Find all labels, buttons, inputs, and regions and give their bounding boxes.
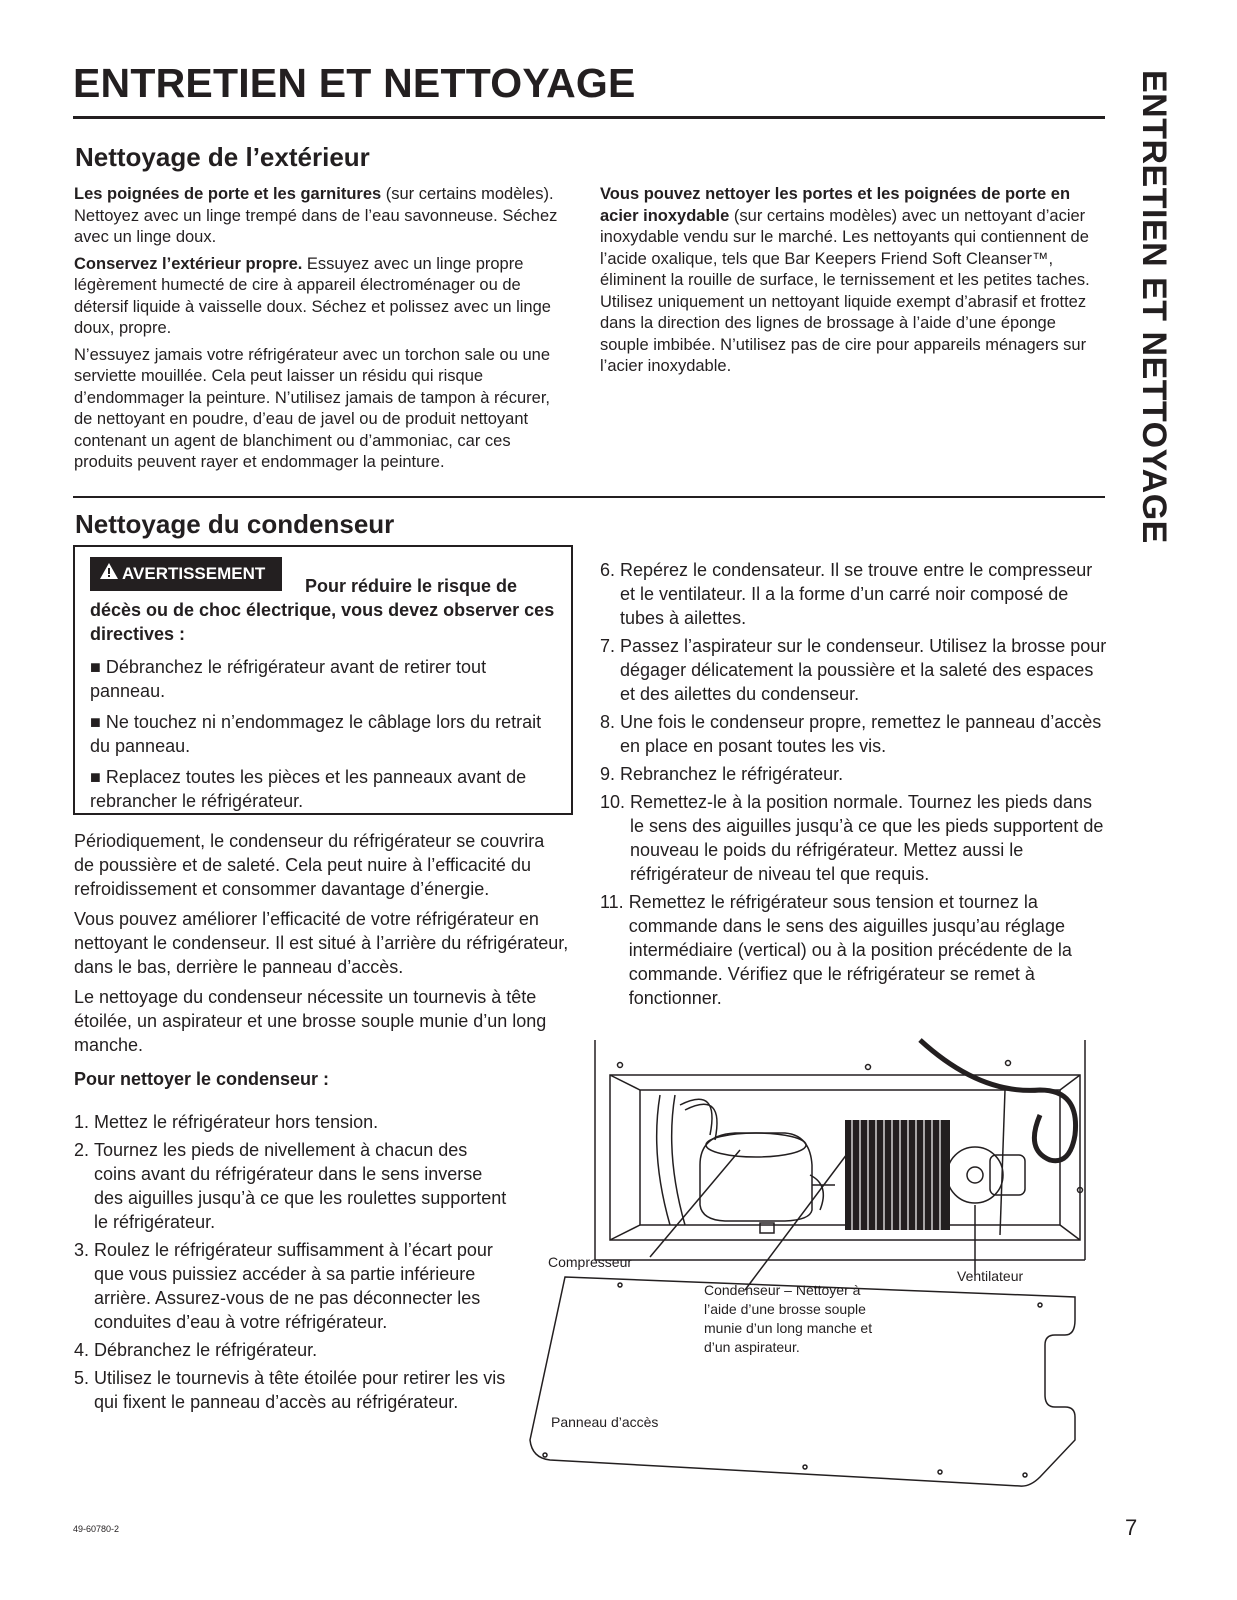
label-fan: Ventilateur <box>957 1268 1024 1284</box>
intro-paragraph: Périodiquement, le condenseur du réfrigérateur se couvrira de poussière et de saleté. Cela peut nuire à l’efficacité du refroidissement et consommer davantage d’énergie. <box>74 831 545 899</box>
steps-heading: Pour nettoyer le condenseur : <box>74 1069 330 1089</box>
warning-label: AVERTISSEMENT <box>90 557 282 591</box>
warning-heading: Pour réduire le risque de décès ou de choc électrique, vous devez observer ces directives : <box>90 576 555 644</box>
condenser-coil-icon <box>845 1120 950 1230</box>
warning-box <box>73 545 573 815</box>
paragraph-never-wipe: N’essuyez jamais votre réfrigérateur avec un torchon sale ou une serviette mouillée. Cela peut laisser un résidu qui risque d’endommager la peinture. N’utilisez jamais de tampon à récurer, de nettoyant en poudre, d’eau de javel ou de produit nettoyant contenant un agent de blanchiment ou d’ammoniac, car ces produits peuvent rayer et endommager la peinture. <box>74 345 550 471</box>
warning-item: ■ Replacez toutes les pièces et les panneaux avant de rebrancher le réfrigérateur. <box>90 767 527 811</box>
step-item: 9. Rebranchez le réfrigérateur. <box>600 764 844 784</box>
step-item: 6. Repérez le condensateur. Il se trouve entre le compresseur et le ventilateur. Il a la forme d’un carré noir composé de tubes à ailettes. <box>600 560 1093 628</box>
steps-list-right <box>600 558 1110 1014</box>
page-title: ENTRETIEN ET NETTOYAGE <box>73 60 636 106</box>
exterior-column-right <box>600 184 1100 383</box>
paragraph-keep-clean: Conservez l’extérieur propre. Essuyez avec un linge propre légèrement humecté de cire à appareil électroménager ou de détersif liquide à vaisselle doux. Séchez et polissez avec un linge doux, propre. <box>74 254 551 337</box>
step-item: 3. Roulez le réfrigérateur suffisamment à l’écart pour que vous puissiez accéder à sa partie inférieure arrière. Assurez-vous de ne pas déconnecter les conduites d’eau à votre réfrigérateur. <box>74 1240 493 1332</box>
step-item: 4. Débranchez le réfrigérateur. <box>74 1340 318 1360</box>
label-compressor: Compresseur <box>548 1254 633 1270</box>
step-item: 1. Mettez le réfrigérateur hors tension. <box>74 1112 379 1132</box>
paragraph-stainless: Vous pouvez nettoyer les portes et les poignées de porte en acier inoxydable (sur certains modèles) avec un nettoyant d’acier inoxydable vendu sur le marché. Les nettoyants qui contiennent de l’acide oxalique, tels que Bar Keepers Friend Soft Cleanser™, éliminent la rouille de surface, le ternissement et les petites taches. Utilisez uniquement un nettoyant liquide exempt d’abrasif et frottez dans la direction des lignes de brossage à l’aide d’une éponge souple imbibée. N’utilisez pas de cire pour appareils ménagers sur l’acier inoxydable. <box>600 185 1090 375</box>
document-code: 49-60780-2 <box>73 1524 120 1534</box>
paragraph-handles: Les poignées de porte et les garnitures (sur certains modèles). Nettoyez avec un linge trempé dans de l’eau savonneuse. Séchez avec un linge doux. <box>74 185 558 246</box>
condenser-section-title: Nettoyage du condenseur <box>75 509 395 539</box>
step-item: 5. Utilisez le tournevis à tête étoilée pour retirer les vis qui fixent le panneau d’accès au réfrigérateur. <box>74 1368 506 1412</box>
step-item: 8. Une fois le condenseur propre, remettez le panneau d’accès en place en posant toutes les vis. <box>600 712 1102 756</box>
warning-item: ■ Ne touchez ni n’endommagez le câblage lors du retrait du panneau. <box>90 712 542 756</box>
label-condenser: Condenseur – Nettoyer à l’aide d’une brosse souple munie d’un long manche et d’un aspirateur. <box>704 1282 873 1355</box>
step-item: 10. Remettez-le à la position normale. Tournez les pieds dans le sens des aiguilles jusqu’à ce que les pieds supportent de nouveau le poids du réfrigérateur. Mettez aussi le réfrigérateur de niveau tel que requis. <box>600 792 1104 884</box>
step-item: 7. Passez l’aspirateur sur le condenseur. Utilisez la brosse pour dégager délicatement la poussière et la saleté des espaces et des ailettes du condenseur. <box>600 636 1107 704</box>
steps-list-left <box>74 1110 514 1418</box>
title-rule <box>73 116 1105 119</box>
condenser-diagram <box>520 1035 1110 1490</box>
warning-list <box>90 655 560 820</box>
step-item: 2. Tournez les pieds de nivellement à chacun des coins avant du réfrigérateur dans le sens inverse des aiguilles jusqu’à ce que les roulettes supportent le réfrigérateur. <box>74 1140 507 1232</box>
step-item: 11. Remettez le réfrigérateur sous tension et tournez la commande dans le sens des aiguilles jusqu’au réglage intermédiaire (vertical) ou à la position précédente de la commande. Vérifiez que le réfrigérateur se remet à fonctionner. <box>600 892 1072 1008</box>
page-number: 7 <box>1125 1515 1138 1540</box>
condenser-intro <box>74 829 569 1097</box>
warning-item: ■ Débranchez le réfrigérateur avant de retirer tout panneau. <box>90 657 487 701</box>
intro-paragraph: Le nettoyage du condenseur nécessite un tournevis à tête étoilée, un aspirateur et une brosse souple munie d’un long manche. <box>74 987 547 1055</box>
exterior-section-title: Nettoyage de l’extérieur <box>75 142 370 172</box>
exterior-column-left <box>74 184 569 479</box>
side-title: ENTRETIEN ET NETTOYAGE <box>1135 70 1173 544</box>
label-access-panel: Panneau d’accès <box>551 1414 659 1430</box>
section-divider <box>73 496 1105 498</box>
intro-paragraph: Vous pouvez améliorer l’efficacité de votre réfrigérateur en nettoyant le condenseur. Il est situé à l’arrière du réfrigérateur, dans le bas, derrière le panneau d’accès. <box>74 909 569 977</box>
